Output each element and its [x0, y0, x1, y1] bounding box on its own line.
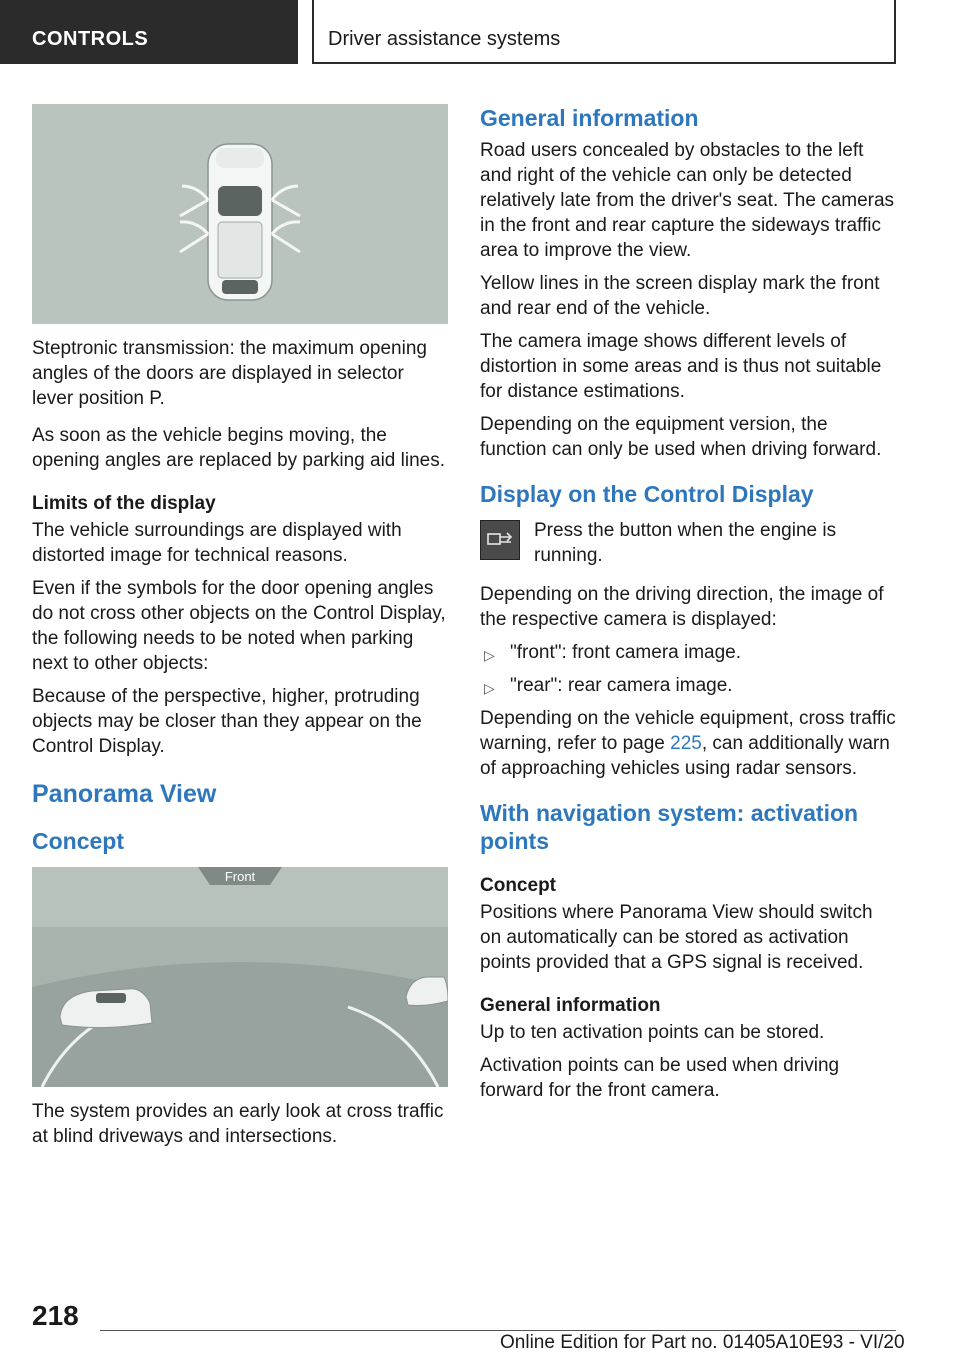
car-top-view-illustration: [32, 104, 448, 324]
panorama-view-figure: [32, 867, 448, 1087]
general-information-heading: General information: [480, 105, 699, 131]
concept-heading: Concept: [32, 828, 124, 854]
page-link[interactable]: 225: [670, 733, 702, 754]
edition-footer: Online Edition for Part no. 01405A10E93 - VI/20: [500, 1332, 905, 1353]
header-section-tab: [0, 0, 298, 64]
door-symbols-paragraph: Even if the symbols for the door opening angles do not cross other objects on the Control Display, the following needs to be noted when parking next to other objects:: [32, 578, 446, 674]
footer-divider: [100, 1330, 896, 1331]
panorama-view-heading: Panorama View: [32, 780, 217, 808]
moving-paragraph: As soon as the vehicle begins moving, the opening angles are replaced by parking aid lines.: [32, 425, 445, 471]
concept-subheading: Concept: [480, 875, 556, 896]
chapter-title: Driver assistance systems: [328, 28, 561, 50]
header-chapter-tab: [312, 0, 896, 64]
triangle-bullet-icon: ▷: [484, 680, 495, 696]
press-button-row: [480, 518, 896, 568]
section-title: CONTROLS: [32, 28, 149, 50]
general-information-subheading: General information: [480, 995, 661, 1016]
door-angle-figure: [32, 104, 448, 324]
display-heading: Display on the Control Display: [480, 481, 814, 507]
list-item: ▷ "rear": rear camera image.: [480, 673, 896, 698]
steptronic-paragraph: Steptronic transmission: the maximum opening angles of the doors are displayed in selector lever position P.: [32, 338, 427, 409]
triangle-bullet-icon: ▷: [484, 647, 495, 663]
driving-direction-paragraph: Depending on the driving direction, the image of the respective camera is displayed:: [480, 584, 884, 630]
forward-camera-paragraph: Activation points can be used when driving forward for the front camera.: [480, 1055, 840, 1101]
distorted-paragraph: The vehicle surroundings are displayed with distorted image for technical reasons.: [32, 520, 402, 566]
distortion-paragraph: The camera image shows different levels of distortion in some areas and is thus not suitable for distance estimations.: [480, 331, 882, 402]
activation-points-heading: With navigation system: activation points: [480, 800, 859, 854]
cross-traffic-paragraph: Depending on the vehicle equipment, cross traffic warning, refer to page 225, can additionally warn of approaching vehicles using radar sensors.: [480, 708, 896, 779]
ten-points-paragraph: Up to ten activation points can be stored.: [480, 1022, 825, 1043]
camera-list: [480, 640, 896, 698]
page-number: 218: [32, 1300, 79, 1331]
forward-only-paragraph: Depending on the equipment version, the function can only be used when driving forward.: [480, 414, 882, 460]
list-item: ▷ "front": front camera image.: [480, 640, 896, 665]
camera-button-icon: [480, 520, 520, 560]
press-button-text: Press the button when the engine is running.: [534, 520, 837, 566]
limits-heading: Limits of the display: [32, 493, 216, 514]
concealed-paragraph: Road users concealed by obstacles to the left and right of the vehicle can only be detected relatively late from the driver's seat. The cameras in the front and rear capture the sideways traffic area to improve the view.: [480, 140, 895, 261]
perspective-paragraph: Because of the perspective, higher, protruding objects may be closer than they appear on the Control Display.: [32, 686, 422, 757]
front-label: Front: [224, 869, 256, 884]
right-column: [480, 100, 896, 1111]
positions-paragraph: Positions where Panorama View should switch on automatically can be stored as activation points provided that a GPS signal is received.: [480, 902, 873, 973]
left-column: [32, 104, 448, 1157]
front-camera-illustration: [32, 867, 448, 1087]
early-look-paragraph: The system provides an early look at cross traffic at blind driveways and intersections.: [32, 1101, 444, 1147]
yellow-lines-paragraph: Yellow lines in the screen display mark the front and rear end of the vehicle.: [480, 273, 880, 319]
